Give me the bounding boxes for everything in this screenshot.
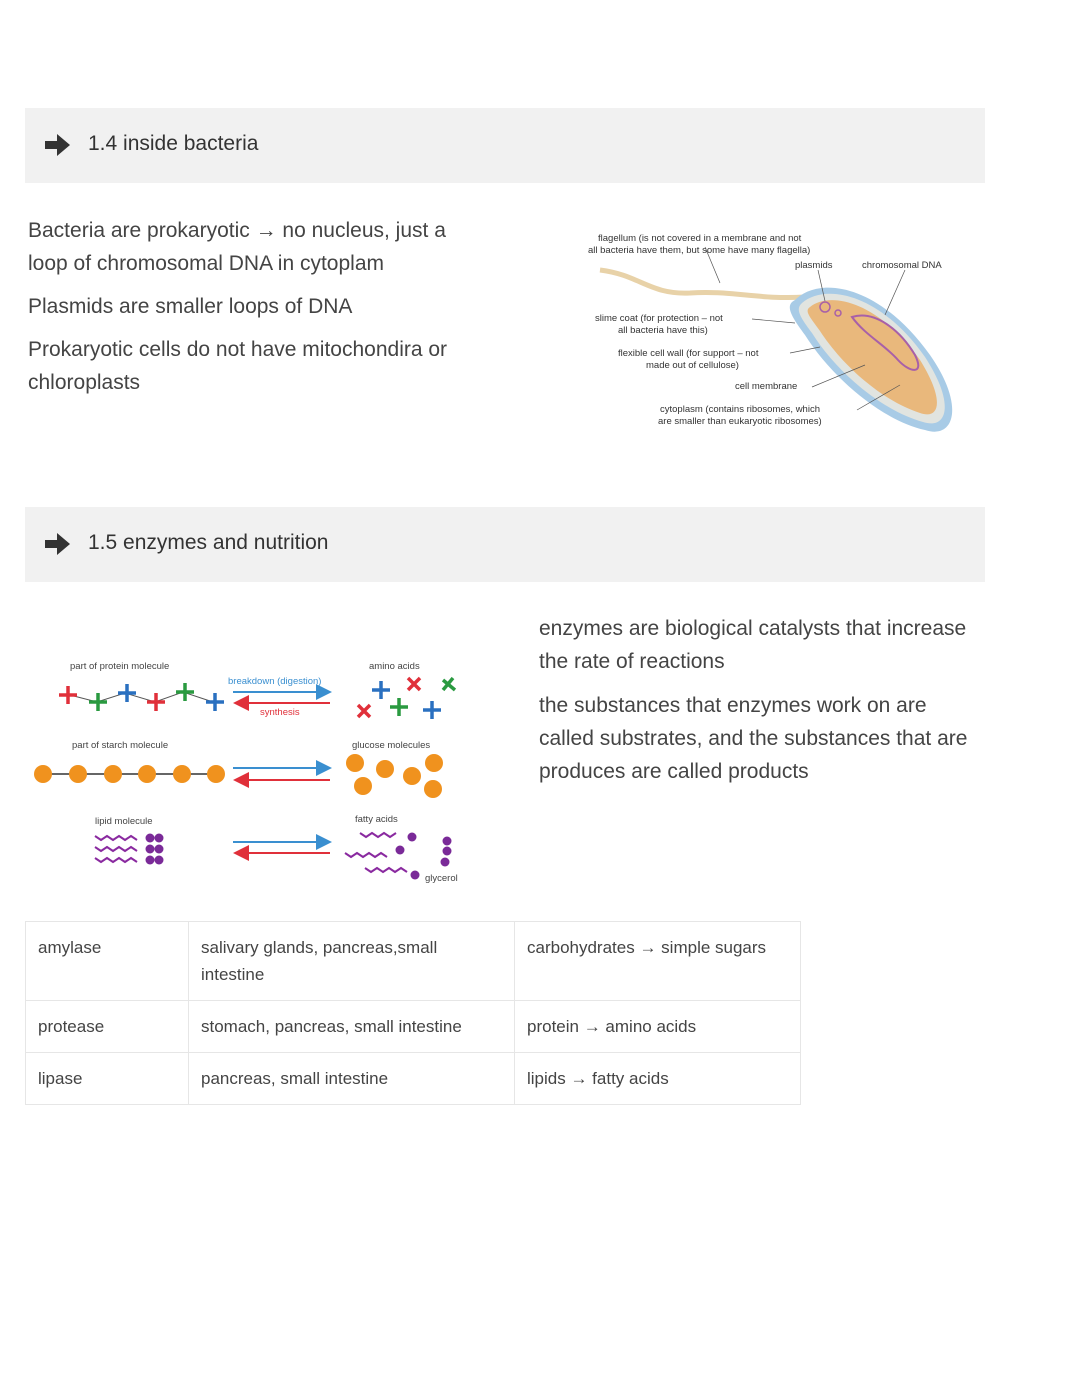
table-cell: lipase <box>26 1053 189 1105</box>
label-flagellum: flagellum (is not covered in a membrane and not <box>598 233 802 244</box>
label-fatty-acids: fatty acids <box>355 814 398 825</box>
label-protein: part of protein molecule <box>70 661 170 672</box>
label-starch: part of starch molecule <box>72 740 169 751</box>
enzyme-diagram <box>25 650 475 890</box>
table-cell: protein → amino acids <box>515 1001 801 1053</box>
paragraph: Plasmids are smaller loops of DNA <box>28 295 353 318</box>
enzyme-table <box>25 921 801 1105</box>
paragraph: Prokaryotic cells do not have mitochondira or chloroplasts <box>28 338 448 394</box>
label-glycerol: glycerol <box>425 873 458 884</box>
section-title: 1.5 enzymes and nutrition <box>88 531 329 554</box>
section-header-bacteria[interactable] <box>25 108 985 183</box>
label-plasmids: plasmids <box>795 260 833 271</box>
table-cell: carbohydrates → simple sugars <box>515 922 801 1001</box>
paragraph: enzymes are biological catalysts that increase the rate of reactions <box>539 617 967 673</box>
label-slime-coat-2: all bacteria have this) <box>618 325 708 336</box>
label-synthesis: synthesis <box>260 707 300 718</box>
table-cell: protease <box>26 1001 189 1053</box>
table-cell: salivary glands, pancreas,small intestine <box>189 922 515 1001</box>
label-cell-wall: flexible cell wall (for support – not <box>618 348 759 359</box>
table-row <box>26 1053 801 1105</box>
label-lipid: lipid molecule <box>95 816 153 827</box>
arrow-right-icon <box>45 133 71 157</box>
label-breakdown: breakdown (digestion) <box>228 676 322 687</box>
paragraph: the substances that enzymes work on are called substrates, and the substances that are produces are called products <box>539 694 968 783</box>
table-row <box>26 922 801 1001</box>
starch-chain <box>34 754 443 798</box>
label-flagellum-2: all bacteria have them, but some have many flagella) <box>588 245 811 256</box>
section-header-enzymes[interactable] <box>25 507 985 582</box>
table-cell: lipids → fatty acids <box>515 1053 801 1105</box>
label-cytoplasm: cytoplasm (contains ribosomes, which <box>660 404 820 415</box>
table-cell: amylase <box>26 922 189 1001</box>
label-glucose: glucose molecules <box>352 740 431 751</box>
label-cell-membrane: cell membrane <box>735 381 798 392</box>
paragraph: Bacteria are prokaryotic → no nucleus, just a loop of chromosomal DNA in cytoplam <box>28 219 446 275</box>
table-cell: pancreas, small intestine <box>189 1053 515 1105</box>
table-cell: stomach, pancreas, small intestine <box>189 1001 515 1053</box>
label-amino-acids: amino acids <box>369 661 420 672</box>
arrow-right-icon <box>45 532 71 556</box>
label-cell-wall-2: made out of cellulose) <box>646 360 739 371</box>
table-row <box>26 1001 801 1053</box>
label-cytoplasm-2: are smaller than eukaryotic ribosomes) <box>658 416 822 427</box>
section-title: 1.4 inside bacteria <box>88 132 259 155</box>
bacteria-diagram <box>580 225 970 440</box>
label-slime-coat: slime coat (for protection – not <box>595 313 723 324</box>
label-chromosomal-dna: chromosomal DNA <box>862 260 942 271</box>
